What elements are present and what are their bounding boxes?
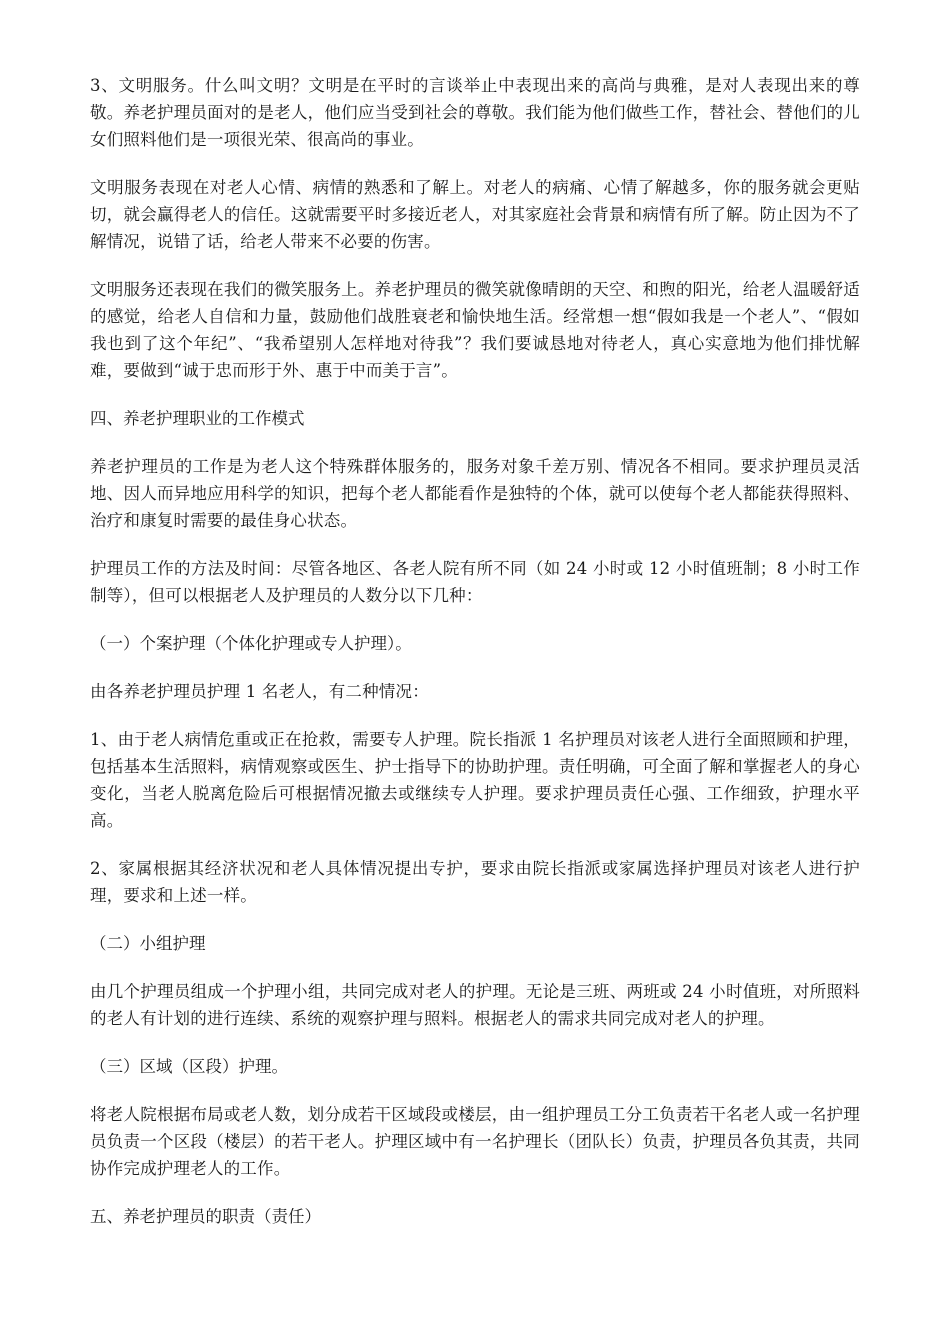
paragraph-area-nursing: 将老人院根据布局或老人数，划分成若干区域段或楼层，由一组护理员工分工负责若干名老人或一名护理员负责一个区段（楼层）的若干老人。护理区域中有一名护理长（团队长）负责，护理员各负其责，共同协作完成护理老人的工作。 (90, 1105, 860, 1178)
paragraph-case-nursing-item-1: 1、由于老人病情危重或正在抢救，需要专人护理。院长指派 1 名护理员对该老人进行全面照顾和护理，包括基本生活照料，病情观察或医生、护士指导下的协助护理。责任明确，可全面了解和掌握老人的身心变化，当老人脱离危险后可根据情况撤去或继续专人护理。要求护理员责任心强、工作细致，护理水平高。 (90, 730, 860, 830)
section-heading-work-mode: 四、养老护理职业的工作模式 (90, 409, 305, 428)
paragraph-work-mode-intro: 养老护理员的工作是为老人这个特殊群体服务的，服务对象千差万别、情况各不相同。要求护理员灵活地、因人而异地应用科学的知识，把每个老人都能看作是独特的个体，就可以使每个老人都能获得照料、治疗和康复时需要的最佳身心状态。 (90, 457, 860, 530)
paragraph-group-nursing: 由几个护理员组成一个护理小组，共同完成对老人的护理。无论是三班、两班或 24 小时值班，对所照料的老人有计划的进行连续、系统的观察护理与照料。根据老人的需求共同完成对老人的护理。 (90, 982, 860, 1028)
document-page (90, 72, 860, 1251)
section-heading-duties: 五、养老护理员的职责（责任） (90, 1207, 321, 1226)
paragraph-smile-service: 文明服务还表现在我们的微笑服务上。养老护理员的微笑就像晴朗的天空、和煦的阳光，给老人温暖舒适的感觉，给老人自信和力量，鼓励他们战胜衰老和愉快地生活。经常想一想“假如我是一个老人”、“假如我也到了这个年纪”、“我希望别人怎样地对待我”？我们要诚恳地对待老人，真心实意地为他们排忧解难，要做到“诚于忠而形于外、惠于中而美于言”。 (90, 280, 860, 380)
paragraph-understanding-elders: 文明服务表现在对老人心情、病情的熟悉和了解上。对老人的病痛、心情了解越多，你的服务就会更贴切，就会赢得老人的信任。这就需要平时多接近老人，对其家庭社会背景和病情有所了解。防止因为不了解情况，说错了话，给老人带来不必要的伤害。 (90, 178, 860, 251)
paragraph-civil-service: 3、文明服务。什么叫文明？文明是在平时的言谈举止中表现出来的高尚与典雅，是对人表现出来的尊敬。养老护理员面对的是老人，他们应当受到社会的尊敬。我们能为他们做些工作，替社会、替他们的儿女们照料他们是一项很光荣、很高尚的事业。 (90, 76, 860, 149)
paragraph-case-nursing-intro: 由各养老护理员护理 1 名老人，有二种情况： (90, 682, 429, 701)
subheading-area-nursing: （三）区域（区段）护理。 (90, 1057, 288, 1076)
paragraph-methods-and-time: 护理员工作的方法及时间：尽管各地区、各老人院有所不同（如 24 小时或 12 小时值班制；8 小时工作制等），但可以根据老人及护理员的人数分以下几种： (90, 559, 860, 605)
subheading-case-nursing: （一）个案护理（个体化护理或专人护理）。 (90, 634, 412, 653)
subheading-group-nursing: （二）小组护理 (90, 934, 206, 953)
paragraph-case-nursing-item-2: 2、家属根据其经济状况和老人具体情况提出专护，要求由院长指派或家属选择护理员对该老人进行护理，要求和上述一样。 (90, 859, 860, 905)
